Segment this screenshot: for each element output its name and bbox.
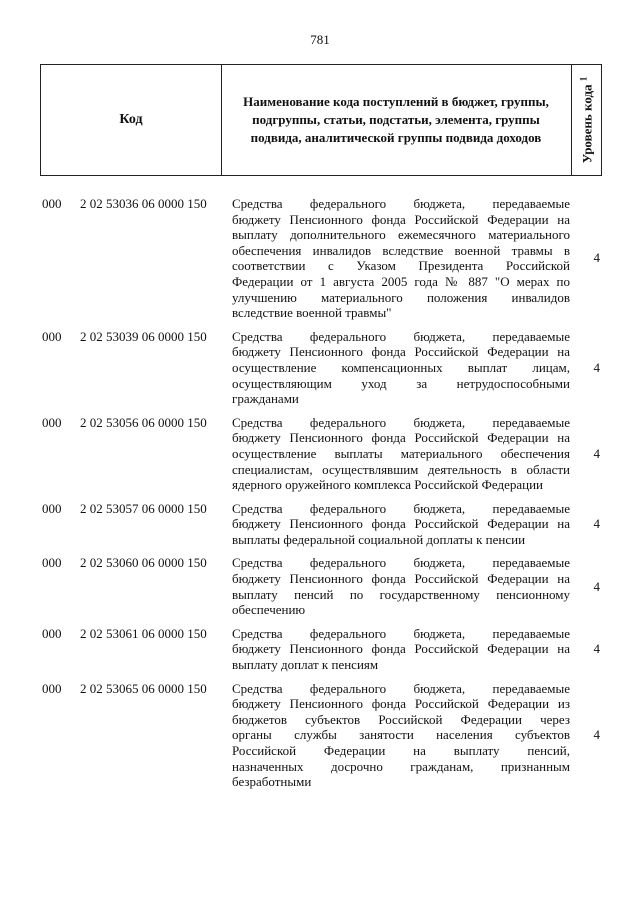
revenue-code: 2 02 53061 06 0000 150 bbox=[80, 625, 207, 641]
description-line: Средства федерального бюджета, передаваемые bbox=[232, 328, 570, 344]
description bbox=[232, 626, 570, 673]
revenue-code: 2 02 53036 06 0000 150 bbox=[80, 196, 207, 211]
description-line: бюджету Пенсионного фонда Российской Федерации на bbox=[232, 430, 570, 446]
description bbox=[232, 329, 570, 407]
table-row bbox=[40, 196, 602, 321]
description-line: бюджету Пенсионного фонда Российской Федерации на bbox=[232, 641, 570, 657]
revenue-code: 2 02 53065 06 0000 150 bbox=[80, 680, 207, 696]
table-row bbox=[40, 626, 602, 673]
code-level: 4 bbox=[593, 516, 600, 532]
code-level: 4 bbox=[593, 250, 600, 266]
description-line: гражданами bbox=[232, 391, 299, 407]
description-line: выплату пенсий по государственному пенсионному bbox=[232, 586, 570, 602]
revenue-code: 2 02 53056 06 0000 150 bbox=[80, 414, 207, 430]
admin-code: 000 bbox=[42, 625, 62, 641]
description bbox=[232, 555, 570, 617]
description-line: вследствие военной травмы" bbox=[232, 305, 392, 321]
description-line: Средства федерального бюджета, передаваемые bbox=[232, 625, 570, 641]
description-line: Федерации от 1 августа 2005 года № 887 "О мерах по bbox=[232, 273, 570, 289]
description-line: ядерного оружейного комплекса Российской Федерации bbox=[232, 477, 543, 493]
description-line: выплату доплат к пенсиям bbox=[232, 657, 379, 673]
table-row bbox=[40, 415, 602, 493]
page-number: 781 bbox=[310, 32, 330, 47]
description-line: Средства федерального бюджета, передаваемые bbox=[232, 500, 570, 516]
description-line: бюджету Пенсионного фонда Российской Федерации на bbox=[232, 211, 570, 227]
description-line: Российской Федерации на выплату пенсий, bbox=[232, 743, 570, 758]
header-level-label: Уровень кода bbox=[579, 84, 595, 164]
code-level: 4 bbox=[593, 445, 600, 461]
admin-code: 000 bbox=[42, 500, 62, 516]
admin-code: 000 bbox=[42, 680, 62, 696]
admin-code: 000 bbox=[42, 555, 62, 571]
description-line: улучшению материального положения инвалидов bbox=[232, 289, 570, 305]
revenue-code: 2 02 53057 06 0000 150 bbox=[80, 500, 207, 516]
revenue-code: 2 02 53039 06 0000 150 bbox=[80, 328, 207, 344]
code-level: 4 bbox=[593, 641, 600, 657]
header-name: Наименование кода поступлений в бюджет, группы, подгруппы, статьи, подстатьи, элемента, группы подвида, аналитической группы подвида доходов bbox=[221, 65, 572, 175]
description bbox=[232, 501, 570, 548]
code-level: 4 bbox=[593, 727, 600, 743]
revenue-code: 2 02 53060 06 0000 150 bbox=[80, 555, 207, 571]
description-line: выплаты федеральной социальной доплаты к пенсии bbox=[232, 531, 526, 547]
description-line: осуществляющим уход за нетрудоспособными bbox=[232, 375, 570, 391]
description bbox=[232, 415, 570, 493]
description-line: бюджету Пенсионного фонда Российской Федерации на bbox=[232, 571, 570, 587]
description bbox=[232, 196, 570, 321]
table-row bbox=[40, 681, 602, 790]
description-line: соответствии с Указом Президента Российской bbox=[232, 258, 570, 274]
description-line: безработными bbox=[232, 774, 312, 790]
table-row bbox=[40, 555, 602, 617]
admin-code: 000 bbox=[42, 328, 62, 344]
description-line: специалистам, осуществлявшим деятельность в области bbox=[232, 461, 570, 477]
header-level-footnote: 1 bbox=[577, 76, 588, 82]
description bbox=[232, 681, 570, 790]
table-row bbox=[40, 501, 602, 548]
description-line: бюджету Пенсионного фонда Российской Федерации на bbox=[232, 344, 570, 360]
description-line: Средства федерального бюджета, передаваемые bbox=[232, 680, 570, 696]
description-line: бюджету Пенсионного фонда Российской Федерации из bbox=[232, 696, 570, 712]
admin-code: 000 bbox=[42, 414, 62, 430]
table-header bbox=[40, 64, 602, 176]
code-level: 4 bbox=[593, 578, 600, 594]
description-line: осуществление выплаты материального обеспечения bbox=[232, 445, 570, 461]
description-line: назначенных досрочно гражданам, признанным bbox=[232, 758, 570, 774]
description-line: выплату дополнительного ежемесячного материального bbox=[232, 227, 570, 243]
table-row bbox=[40, 329, 602, 407]
description-line: органы службы занятости населения субъектов bbox=[232, 727, 570, 743]
description-line: Средства федерального бюджета, передаваемые bbox=[232, 414, 570, 430]
header-code: Код bbox=[41, 65, 222, 175]
description-line: обеспечению bbox=[232, 602, 306, 618]
description-line: бюджетов субъектов Российской Федерации через bbox=[232, 711, 570, 727]
description-line: Средства федерального бюджета, передаваемые bbox=[232, 555, 570, 571]
description-line: обеспечения инвалидов вследствие военной травмы в bbox=[232, 242, 570, 258]
description-line: осуществление компенсационных выплат лицам, bbox=[232, 359, 570, 375]
header-level bbox=[572, 65, 601, 175]
description-line: бюджету Пенсионного фонда Российской Федерации на bbox=[232, 516, 570, 532]
table-body bbox=[40, 196, 602, 790]
code-level: 4 bbox=[593, 359, 600, 375]
admin-code: 000 bbox=[42, 196, 62, 211]
description-line: Средства федерального бюджета, передаваемые bbox=[232, 196, 570, 211]
